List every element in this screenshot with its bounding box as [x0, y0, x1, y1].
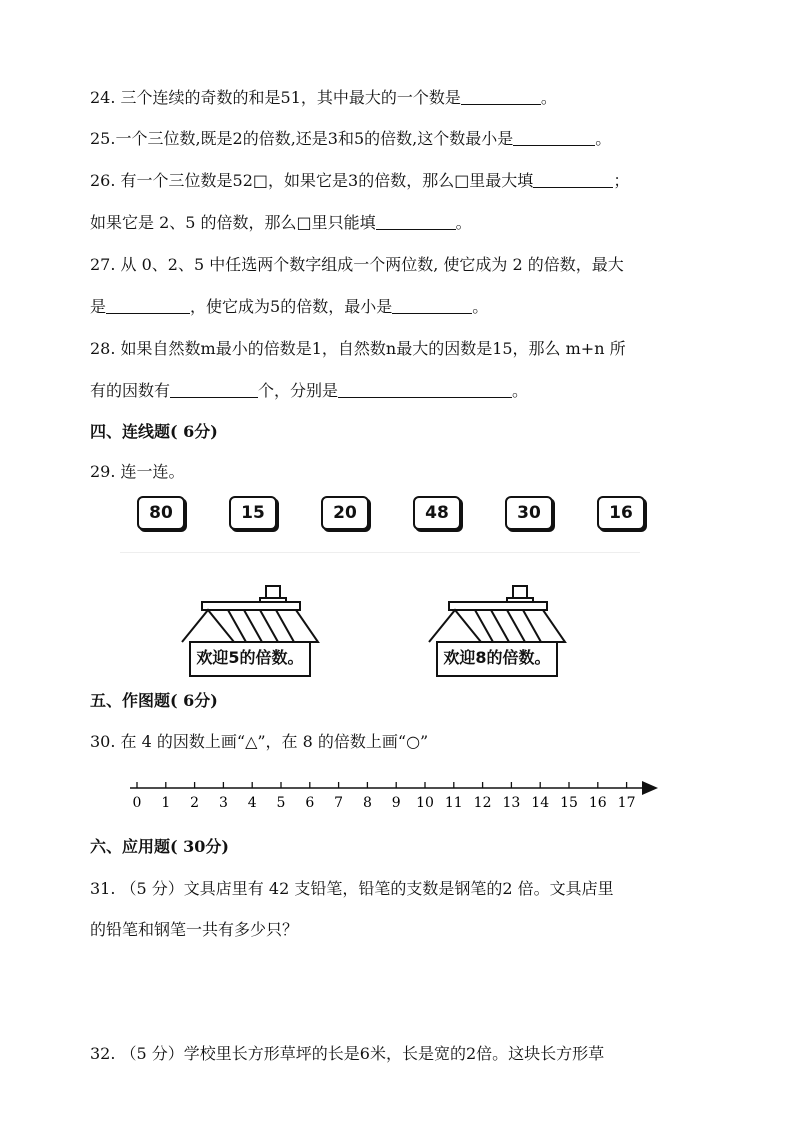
question-25: 25.一个三位数,既是2的倍数,还是3和5的倍数,这个数最小是 。: [90, 129, 612, 148]
answer-blank-26b[interactable]: [376, 213, 456, 230]
number-line-svg: [126, 776, 666, 816]
arrow-icon: [642, 781, 658, 795]
number-card[interactable]: 15: [229, 496, 277, 530]
number-line[interactable]: [126, 776, 666, 816]
number-line-tick-label: 7: [334, 795, 344, 811]
house-multiples-of-5[interactable]: [180, 584, 320, 680]
question-26-line2: 如果它是 2、5 的倍数，那么□里只能填 。: [90, 213, 472, 232]
answer-blank-25[interactable]: [513, 129, 595, 146]
number-card[interactable]: 20: [321, 496, 369, 530]
answer-blank-28a[interactable]: [170, 381, 258, 398]
divider: [120, 552, 640, 553]
question-25-text: 25.一个三位数,既是2的倍数,还是3和5的倍数,这个数最小是: [90, 129, 514, 148]
number-card[interactable]: 80: [137, 496, 185, 530]
question-24-text: 24. 三个连续的奇数的和是51，其中最大的一个数是: [90, 88, 461, 107]
number-line-tick-label: 9: [391, 795, 401, 811]
number-line-tick-label: 15: [560, 795, 578, 811]
section-6-heading: 六、应用题( 30分): [90, 837, 229, 856]
number-line-tick-label: 13: [502, 795, 521, 811]
question-28-line2: 有的因数有 个，分别是 。: [90, 381, 529, 400]
answer-blank-24[interactable]: [461, 88, 541, 105]
number-line-tick-label: 0: [132, 795, 142, 811]
answer-blank-28b[interactable]: [338, 381, 512, 398]
number-line-tick-label: 12: [473, 795, 492, 811]
number-line-tick-label: 8: [362, 795, 372, 811]
number-line-tick-label: 16: [588, 795, 607, 811]
number-line-tick-label: 11: [444, 795, 463, 811]
number-line-tick-label: 1: [161, 795, 171, 811]
number-line-tick-label: 10: [416, 795, 434, 811]
question-28-line1: 28. 如果自然数m最小的倍数是1，自然数n最大的因数是15，那么 m+n 所: [90, 339, 626, 358]
question-29: 29. 连一连。: [90, 462, 185, 481]
section-4-heading: 四、连线题( 6分): [90, 422, 218, 441]
answer-blank-26a[interactable]: [533, 171, 613, 188]
number-line-tick-label: 6: [305, 795, 315, 811]
number-card[interactable]: 48: [413, 496, 461, 530]
answer-blank-27a[interactable]: [106, 297, 190, 314]
number-line-tick-label: 5: [276, 795, 286, 811]
number-line-tick-label: 17: [617, 795, 636, 811]
number-card[interactable]: 16: [597, 496, 645, 530]
section-5-heading: 五、作图题( 6分): [90, 691, 218, 710]
house-multiples-of-8[interactable]: [427, 584, 567, 680]
house-label: 欢迎5的倍数。: [196, 648, 304, 667]
number-card[interactable]: 30: [505, 496, 553, 530]
question-32-line1: 32. （5 分）学校里长方形草坪的长是6米，长是宽的2倍。这块长方形草: [90, 1044, 605, 1063]
question-27-line2: 是 ，使它成为5的倍数，最小是 。: [90, 297, 489, 316]
question-27-line1: 27. 从 0、2、5 中任选两个数字组成一个两位数, 使它成为 2 的倍数，最大: [90, 255, 624, 274]
answer-blank-27b[interactable]: [392, 297, 472, 314]
question-24: 24. 三个连续的奇数的和是51，其中最大的一个数是 。: [90, 88, 557, 107]
number-line-tick-label: 4: [247, 795, 257, 811]
question-31-line1: 31. （5 分）文具店里有 42 支铅笔，铅笔的支数是钢笔的2 倍。文具店里: [90, 879, 614, 898]
number-line-tick-label: 14: [531, 795, 550, 811]
question-31-line2: 的铅笔和钢笔一共有多少只？: [90, 920, 299, 939]
house-label: 欢迎8的倍数。: [443, 648, 551, 667]
number-line-tick-label: 3: [218, 795, 228, 811]
number-line-tick-label: 2: [190, 795, 200, 811]
question-30: 30. 在 4 的因数上画“△”，在 8 的倍数上画“○”: [90, 732, 429, 751]
question-26-line1: 26. 有一个三位数是52□，如果它是3的倍数，那么□里最大填 ；: [90, 171, 630, 190]
